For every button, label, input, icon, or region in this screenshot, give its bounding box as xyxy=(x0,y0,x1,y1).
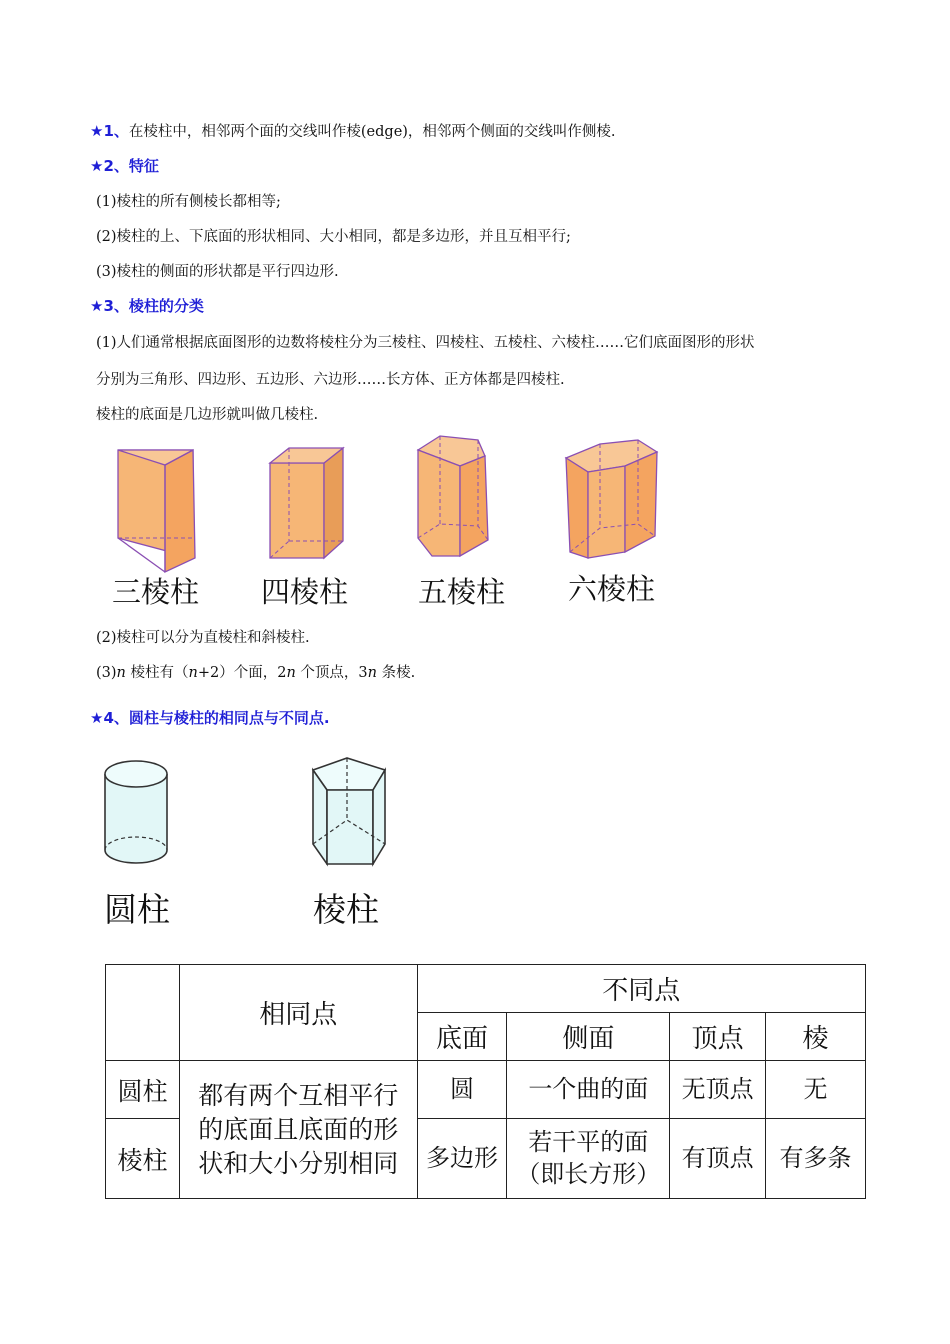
prism-vertex-cell: 有顶点 xyxy=(670,1119,766,1199)
var-n: n xyxy=(286,665,296,681)
cylinder-figure xyxy=(105,761,167,863)
same-points-line: 的底面且底面的形 xyxy=(198,1114,399,1144)
para-3-seg-c: +2）个面，2 xyxy=(197,665,287,681)
cylinder-vertex-cell: 无顶点 xyxy=(670,1061,766,1119)
var-n: n xyxy=(116,665,126,681)
cylinder-prism-figures xyxy=(95,752,415,877)
feature-item-3: (3)棱柱的侧面的形状都是平行四边形. xyxy=(96,264,339,280)
col-header-vertex: 顶点 xyxy=(670,1013,766,1061)
pentagonal-prism-label: 五棱柱 xyxy=(418,575,506,609)
same-points-line: 状和大小分别相同 xyxy=(198,1148,399,1178)
classification-para-line-3: 棱柱的底面是几边形就叫做几棱柱. xyxy=(96,407,319,423)
prism-label: 棱柱 xyxy=(313,890,379,929)
quadrangular-prism-figure xyxy=(270,448,343,558)
corner-cell xyxy=(106,965,180,1061)
comparison-table xyxy=(105,964,866,1199)
para-3-seg-d: 个顶点，3 xyxy=(295,665,368,681)
classification-para-line-2: 分别为三角形、四边形、五边形、六边形……长方体、正方体都是四棱柱. xyxy=(96,372,565,388)
same-points-line: 都有两个互相平行 xyxy=(198,1080,399,1110)
section-3-heading: ★3、棱柱的分类 xyxy=(90,297,204,315)
pentagonal-prism-outline-figure xyxy=(313,758,385,864)
cylinder-edge-cell: 无 xyxy=(766,1061,866,1119)
section-4-heading: ★4、圆柱与棱柱的相同点与不同点. xyxy=(90,709,330,727)
col-header-side: 侧面 xyxy=(507,1013,670,1061)
classification-para-line-1: (1)人们通常根据底面图形的边数将棱柱分为三棱柱、四棱柱、五棱柱、六棱柱……它们底面图形的形状 xyxy=(96,335,755,351)
row-header-prism: 棱柱 xyxy=(106,1119,180,1199)
classification-para-3 xyxy=(96,661,415,682)
para-3-seg-b: 棱柱有（ xyxy=(125,665,189,681)
diff-header: 不同点 xyxy=(417,965,865,1013)
prism-edge-cell: 有多条 xyxy=(766,1119,866,1199)
triangular-prism-label: 三棱柱 xyxy=(112,575,200,609)
classification-para-2: (2)棱柱可以分为直棱柱和斜棱柱. xyxy=(96,630,310,646)
pentagonal-prism-figure xyxy=(418,436,488,556)
row-header-cylinder: 圆柱 xyxy=(106,1061,180,1119)
prism-side-line: 若干平的面 xyxy=(528,1128,649,1157)
hexagonal-prism-label: 六棱柱 xyxy=(568,572,656,606)
quadrangular-prism-label: 四棱柱 xyxy=(261,575,349,609)
prism-side-line: （即长方形） xyxy=(516,1159,661,1188)
section-1-text: 在棱柱中，相邻两个面的交线叫作棱(edge)，相邻两个侧面的交线叫作侧棱. xyxy=(128,124,616,140)
cylinder-side-cell: 一个曲的面 xyxy=(507,1061,670,1119)
section-1 xyxy=(90,120,616,141)
para-3-seg-e: 条棱. xyxy=(376,665,416,681)
cylinder-base-cell: 圆 xyxy=(417,1061,507,1119)
same-points-cell xyxy=(179,1061,417,1199)
cylinder-label: 圆柱 xyxy=(104,890,170,929)
section-2-heading: ★2、特征 xyxy=(90,157,159,175)
var-n: n xyxy=(367,665,377,681)
same-header: 相同点 xyxy=(179,965,417,1061)
feature-item-1: (1)棱柱的所有侧棱长都相等; xyxy=(96,194,281,210)
col-header-edge: 棱 xyxy=(766,1013,866,1061)
triangular-prism-figure xyxy=(118,450,195,572)
var-n: n xyxy=(188,665,198,681)
para-3-prefix: (3) xyxy=(96,665,117,681)
section-1-heading: ★1、 xyxy=(90,122,129,140)
hexagonal-prism-figure xyxy=(566,440,657,558)
prism-base-cell: 多边形 xyxy=(417,1119,507,1199)
prism-side-cell xyxy=(507,1119,670,1199)
col-header-base: 底面 xyxy=(417,1013,507,1061)
feature-item-2: (2)棱柱的上、下底面的形状相同、大小相同，都是多边形，并且互相平行; xyxy=(96,229,571,245)
